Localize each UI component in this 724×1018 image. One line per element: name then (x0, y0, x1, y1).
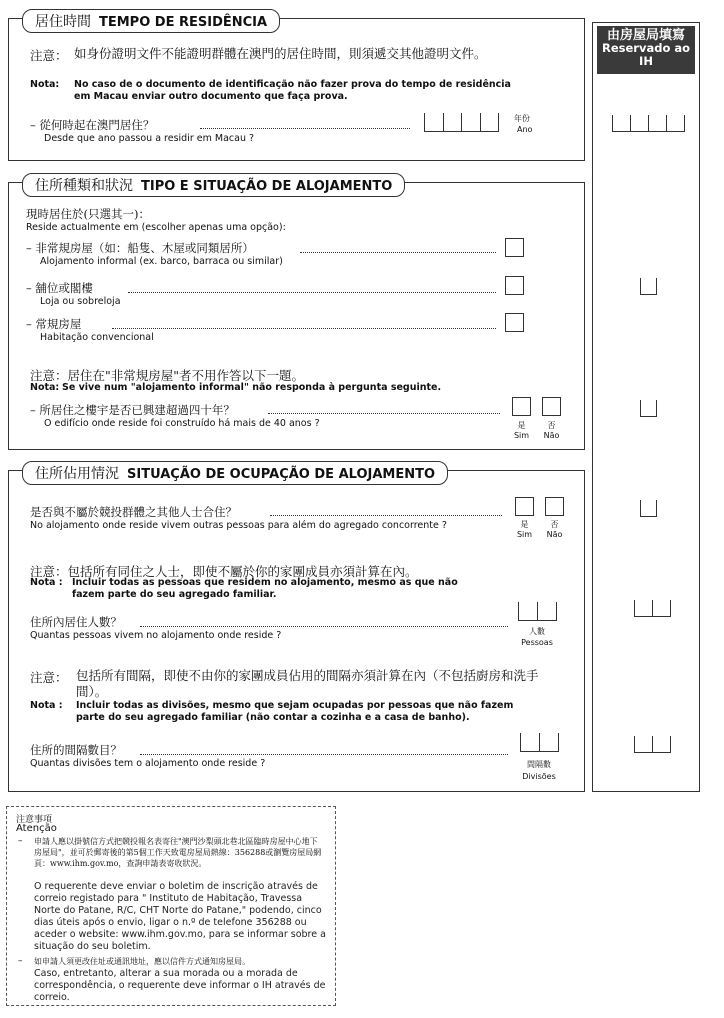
official-divisions-cells (634, 736, 671, 753)
q-divisions-zh: 住所的間隔數目？ (30, 743, 122, 757)
q-divisions-pt: Quantas divisões tem o alojamento onde reside ? (30, 758, 266, 769)
option-shop-checkbox[interactable] (505, 276, 524, 295)
q-persons-dots (140, 626, 508, 627)
attention-bullet-2: – (18, 956, 23, 966)
option-shop-zh: – 舖位或閣樓 (26, 281, 93, 295)
age-yes-pt: Sim (513, 431, 530, 440)
q-persons-zh: 住所內居住人數？ (30, 615, 122, 629)
year-unit-zh: 年份 (514, 114, 530, 123)
section3-title-zh: 住所佔用情況 (35, 466, 119, 482)
shared-yes-pt: Sim (516, 530, 533, 539)
option-conventional-zh: – 常規房屋 (26, 317, 82, 331)
section2-note-pt: Se vive num "alojamento informal" não responda à pergunta seguinte. (62, 382, 442, 393)
section1-note-zh: 如身份證明文件不能證明群體在澳門的居住時間，則須遞交其他證明文件。 (74, 46, 487, 61)
section2-note-zh: 注意：居住在"非常規房屋"者不用作答以下一題。 (30, 368, 304, 383)
section2-question-zh: – 所居住之樓宇是否已興建超過四十年？ (30, 403, 235, 417)
attention-title-pt: Atenção (16, 823, 57, 834)
reserved-header-pt2: IH (639, 54, 653, 68)
persons-unit-zh: 人數 (529, 627, 545, 636)
section3-note2-pt: Incluir todas as divisões, mesmo que sejam ocupadas por pessoas que não fazem parte do seu agregado familiar (não contar a cozinha e a casa de banho). (76, 700, 514, 723)
section1-note-label-pt: Nota: (30, 79, 60, 90)
attention-p2-zh: 如申請人須更改住址或通訊地址，應以信件方式通知房屋局。 (34, 957, 250, 966)
year-input[interactable] (424, 113, 499, 132)
option-conventional-pt: Habitação convencional (40, 332, 154, 343)
section2-title-zh: 住所種類和狀況 (35, 178, 133, 194)
shared-no-pt: Não (546, 530, 563, 539)
section2-question-pt: O edifício onde reside foi construído há mais de 40 anos ? (44, 418, 320, 429)
section-occupancy-title (22, 461, 448, 485)
age-no-pt: Não (543, 431, 560, 440)
section2-intro-pt: Reside actualmente em (escolher apenas uma opção): (26, 222, 286, 233)
option-informal-checkbox[interactable] (505, 238, 524, 257)
official-shared-cell (640, 500, 657, 517)
section3-note1-label-pt: Nota : (30, 577, 63, 588)
option-shop-dots (128, 292, 496, 293)
section3-note1-zh: 注意：包括所有同住之人士，即使不屬於你的家團成員亦須計算在內。 (30, 564, 418, 579)
option-shop-pt: Loja ou sobreloja (40, 296, 121, 307)
section3-note2-zh: 包括所有間隔，即使不由你的家團成員佔用的間隔亦須計算在內（不包括廚房和洗手間）。 (76, 668, 539, 699)
persons-input[interactable] (518, 602, 557, 621)
official-age-cell (640, 400, 657, 417)
q-shared-dots (270, 515, 502, 516)
q-divisions-dots (140, 754, 508, 755)
shared-no-zh: 否 (550, 520, 559, 529)
section1-note-pt: No caso de o documento de identificação não fazer prova do tempo de residência em Macau enviar outro documento que faça prova. (74, 79, 511, 102)
section3-note2-label-zh: 注意： (30, 670, 68, 685)
section1-leader-dots (200, 128, 410, 129)
option-conventional-dots (112, 328, 496, 329)
q-shared-zh: 是否與不屬於競投群體之其他人士合住？ (30, 505, 237, 519)
section3-note1-pt: Incluir todas as pessoas que residem no alojamento, mesmo as que não fazem parte do seu agregado familiar. (72, 577, 458, 600)
official-year-cells (612, 115, 685, 132)
section1-question-zh: – 從何時起在澳門居住？ (30, 118, 155, 132)
q-shared-pt: No alojamento onde reside vivem outras pessoas para além do agregado concorrente ? (30, 520, 447, 531)
age-yes-zh: 是 (517, 421, 526, 430)
section-residence-title (22, 9, 280, 33)
shared-yes-checkbox[interactable] (515, 497, 534, 516)
section-housing-title (22, 173, 405, 197)
section1-question-pt: Desde que ano passou a residir em Macau ? (44, 133, 255, 144)
attention-p1-zh: 申請人應以掛號信方式把競投報名表寄往"澳門沙梨頭北巷北區臨時房屋中心地下房屋局"，並可於郵寄後的第5個工作天致電房屋局熱線：356288或瀏覽房屋局網頁：www.ihm.gov.mo，查詢申請表寄收狀況。 (34, 837, 322, 868)
section3-note2-label-pt: Nota : (30, 700, 63, 711)
section1-title-zh: 居住時間 (35, 14, 91, 30)
option-informal-zh: – 非常規房屋（如：船隻、木屋或同類居所） (26, 241, 254, 255)
attention-p2-pt: Caso, entretanto, alterar a sua morada ou a morada de correspondência, o requerente deve informar o IH através de correio. (34, 968, 326, 1003)
reserved-header-pt1: Reservado ao (601, 41, 691, 55)
q-persons-pt: Quantas pessoas vivem no alojamento onde reside ? (30, 630, 282, 641)
shared-yes-zh: 是 (520, 520, 529, 529)
reserved-header-zh: 由房屋局填寫 (606, 28, 685, 43)
age-no-checkbox[interactable] (542, 397, 561, 416)
option-informal-dots (300, 252, 496, 253)
age-yes-checkbox[interactable] (512, 397, 531, 416)
divisions-unit-zh: 間隔數 (527, 760, 551, 769)
persons-unit-pt: Pessoas (521, 638, 553, 647)
divisions-input[interactable] (520, 733, 559, 752)
age-no-zh: 否 (547, 421, 556, 430)
official-persons-cells (634, 600, 671, 617)
section2-note-label-pt: Nota: (30, 382, 60, 393)
reserved-header (597, 26, 695, 74)
section2-question-dots (268, 413, 500, 414)
attention-title-zh: 注意事項 (16, 815, 53, 825)
shared-no-checkbox[interactable] (545, 497, 564, 516)
official-housing-cell (640, 278, 657, 295)
section2-title-pt: TIPO E SITUAÇÃO DE ALOJAMENTO (141, 179, 393, 194)
section1-title-pt: TEMPO DE RESIDÊNCIA (99, 15, 268, 30)
section3-title-pt: SITUAÇÃO DE OCUPAÇÃO DE ALOJAMENTO (127, 467, 436, 482)
section2-intro-zh: 現時居住於(只選其一)： (26, 207, 150, 221)
attention-p1-pt: O requerente deve enviar o boletim de inscrição através de correio registado para " Instituto de Habitação, Travessa Norte do Patane, R/C, CHT Norte do Patane," podendo, cinco dias úteis após o envio, ligar o n.º de telefone 356288 ou aceder o website: www.ihm.gov.mo, para se informar sobre a situação do seu boletim. (34, 881, 326, 952)
attention-bullet-1: – (18, 836, 23, 846)
year-unit-pt: Ano (517, 125, 533, 134)
divisions-unit-pt: Divisões (522, 772, 556, 781)
section1-note-label-zh: 注意： (30, 48, 68, 63)
option-informal-pt: Alojamento informal (ex. barco, barraca ou similar) (40, 256, 283, 267)
option-conventional-checkbox[interactable] (505, 313, 524, 332)
